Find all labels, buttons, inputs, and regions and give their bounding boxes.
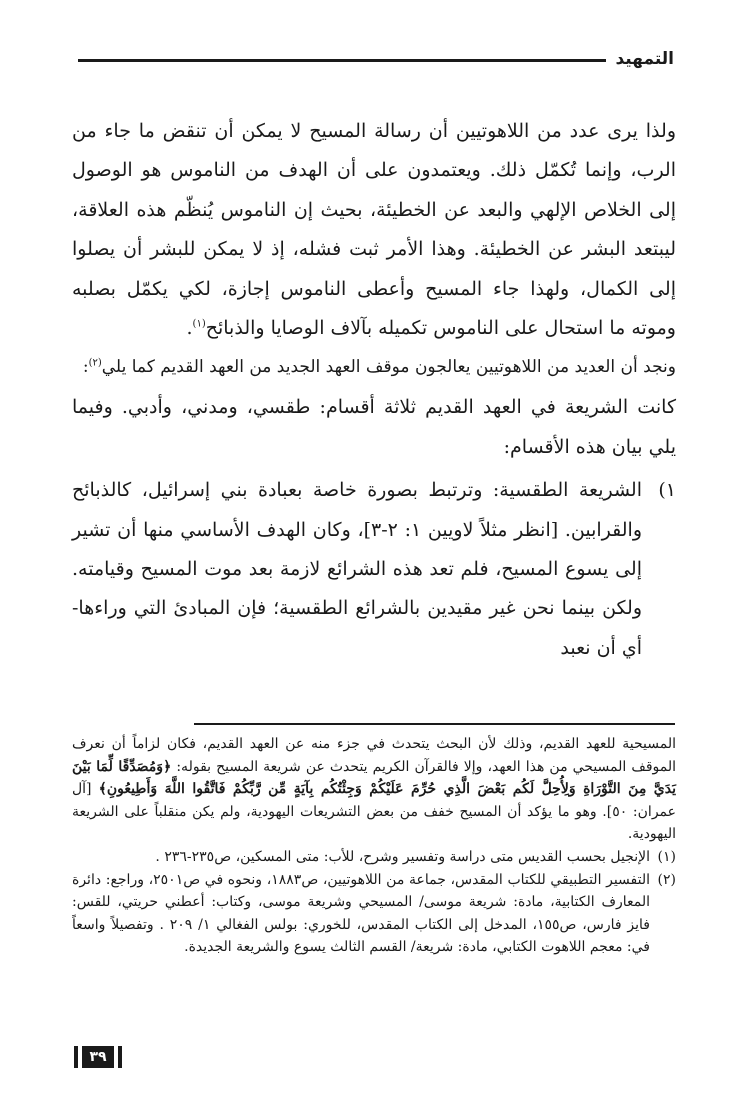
paragraph-3: كانت الشريعة في العهد القديم ثلاثة أقسام: طقسي، ومدني، وأدبي. وفيما يلي بيان هذه الأقسام: (72, 396, 676, 458)
footnote-1-number: (١) (657, 848, 676, 865)
paragraph-2-text: ونجد أن العديد من اللاهوتيين يعالجون موقف العهد الجديد من العهد القديم كما يلي (101, 357, 676, 378)
footnote-2-number: (٢) (657, 871, 676, 888)
page-number (74, 1046, 122, 1068)
paragraph-2-colon: : (82, 357, 89, 378)
footnote-ref-2[interactable]: (٢) (88, 357, 102, 369)
paragraph-1: ولذا يرى عدد من اللاهوتيين أن رسالة المسيح لا يمكن أن تنقض ما جاء من الرب، وإنما تُكمّل ذلك. ويعتمدون على أن الهدف من الناموس هو الوصول إلى الخلاص الإلهي والبعد عن الخطيئة، بحيث إن الناموس يُنظّم هذه العلاقة، ليبتعد البشر عن الخطيئة. وهذا الأمر ثبت فشله، إذ لا يمكن للبشر أن يصلوا إلى الكمال، ولهذا جاء المسيح وأعطى الناموس إجازة، لكي يكمّل بصلبه وموته ما استحال على الناموس تكميله بآلاف الوصايا والذبائح$^{(١)}$. (72, 120, 676, 340)
footnotes (72, 733, 676, 959)
chapter-title: التمهيد (615, 49, 674, 69)
paragraph-2 (72, 352, 676, 382)
running-header (78, 47, 674, 73)
page-number-bar-left (74, 1046, 78, 1068)
footnote-ref-1[interactable]: (١) (192, 318, 206, 330)
footnote-1 (72, 846, 676, 869)
footnote-2 (72, 869, 676, 959)
footnote-1-text: الإنجيل بحسب القديس متى دراسة وتفسير وشرح، للأب: متى المسكين، ص٢٣٥-٢٣٦ . (155, 848, 650, 865)
footnote-continuation-text: المسيحية للعهد القديم، وذلك لأن البحث يتحدث في جزء منه عن العهد القديم، فكان لزاماً أن نعرف الموقف المسيحي من هذا العهد، وإلا فالقرآن الكريم يتحدث عن شريعة المسيح بقوله: (72, 736, 677, 775)
footnote-continuation-tail: [آل عمران: ٥٠]. وهو ما يؤكد أن المسيح خفف من بعض التشريعات اليهودية، ولم يكن منقلباً على الشريعة اليهودية. (72, 781, 676, 843)
list-item-number: ١) (658, 479, 676, 502)
page-number-bar-right (118, 1046, 122, 1068)
list-item-text: الشريعة الطقسية: وترتبط بصورة خاصة بعبادة بني إسرائيل، كالذبائح والقرابين. [انظر مثلاً لاويين ١: ٢-٣]، وكان الهدف الأساسي منها أن تشير إلى يسوع المسيح، فلم تعد هذه الشرائع لازمة بعد موت المسيح وقيامته. ولكن بينما نحن غير مقيدين بالشرائع الطقسية؛ فإن المبادئ التي وراءها- أي أن نعبد (72, 479, 643, 659)
footnote-separator (194, 723, 675, 725)
page-number-label: ٣٩ (82, 1046, 114, 1068)
paragraph-1-text: ولذا يرى عدد من اللاهوتيين أن رسالة المسيح لا يمكن أن تنقض ما جاء من الرب، وإنما تُكمّل ذلك. ويعتمدون على أن الهدف من الناموس هو الوصول إلى الخلاص الإلهي والبعد عن الخطيئة، بحيث إن الناموس يُنظّم هذه العلاقة، ليبتعد البشر عن الخطيئة. وهذا الأمر ثبت فشله، إذ لا يمكن للبشر أن يصلوا إلى الكمال، ولهذا جاء المسيح وأعطى الناموس إجازة، لكي يكمّل بصلبه وموته ما استحال على الناموس تكميله بآلاف الوصايا والذبائح (72, 120, 676, 340)
footnote-2-text: التفسير التطبيقي للكتاب المقدس، جماعة من اللاهوتيين، ص١٨٨٣، ونحوه في ص٢٥٠١، وراجع: دائرة المعارف الكتابية، مادة: شريعة موسى/ المسيحي وشريعة موسى، وكتاب: أعطني حريتي، للقس: فايز فارس، ص١٥٥، المدخل إلى الكتاب المقدس، للخوري: بولس الفغالي ١/ ٢٠٩ . وتفصيلاً واسعاً في: معجم اللاهوت الكتابي، مادة: شريعة/ القسم الثالث يسوع والشريعة الجديدة. (72, 871, 651, 956)
main-text (72, 112, 676, 668)
quran-verse: ﴿وَمُصَدِّقًا لِّمَا بَيْنَ يَدَيَّ مِنَ التَّوْرَاةِ وَلِأُحِلَّ لَكُم بَعْضَ الَّذِي حُرِّمَ عَلَيْكُمْ وَجِئْتُكُم بِآيَةٍ مِّن رَّبِّكُمْ فَاتَّقُوا اللَّهَ وَأَطِيعُونِ﴾ (72, 758, 677, 798)
list-item (72, 471, 676, 668)
footnote-continuation (72, 733, 676, 846)
header-rule (78, 59, 606, 62)
